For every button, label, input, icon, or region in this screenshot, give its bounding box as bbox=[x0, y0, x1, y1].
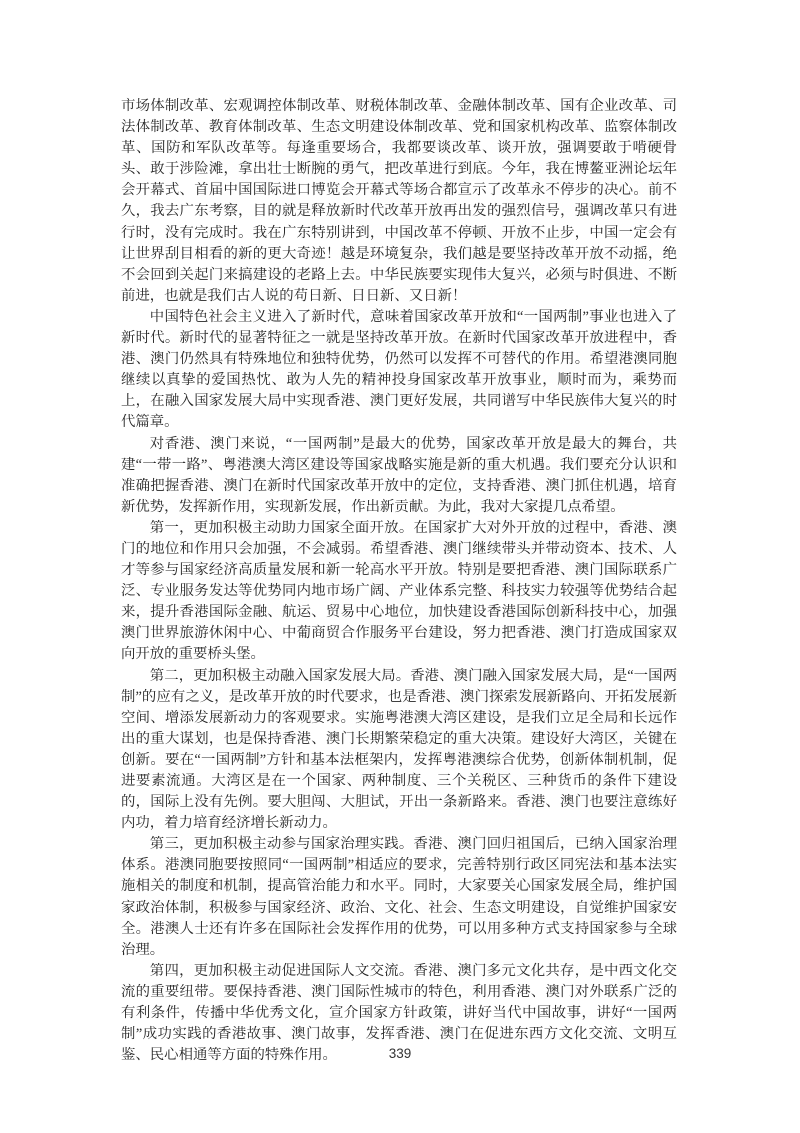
paragraph: 中国特色社会主义进入了新时代，意味着国家改革开放和“一国两制”事业也进入了新时代。新时代的显著特征之一就是坚持改革开放。在新时代国家改革开放进程中，香港、澳门仍然具有特殊地位和独特优势，仍然可以发挥不可替代的作用。希望港澳同胞继续以真挚的爱国热忱、敢为人先的精神投身国家改革开放事业，顺时而为，乘势而上，在融入国家发展大局中实现香港、澳门更好发展，共同谱写中华民族伟大复兴的时代篇章。 bbox=[121, 308, 677, 431]
paragraph: 第四，更加积极主动促进国际人文交流。香港、澳门多元文化共存，是中西文化交流的重要纽带。要保持香港、澳门国际性城市的特色，利用香港、澳门对外联系广泛的有利条件，传播中华优秀文化，宣介国家方针政策，讲好当代中国故事，讲好“一国两制”成功实践的香港故事、澳门故事，发挥香港、澳门在促进东西方文化交流、文明互鉴、民心相通等方面的特殊作用。 bbox=[121, 962, 677, 1064]
paragraph: 第一，更加积极主动助力国家全面开放。在国家扩大对外开放的过程中，香港、澳门的地位和作用只会加强，不会减弱。希望香港、澳门继续带头并带动资本、技术、人才等参与国家经济高质量发展和新一轮高水平开放。特别是要把香港、澳门国际联系广泛、专业服务发达等优势同内地市场广阔、产业体系完整、科技实力较强等优势结合起来，提升香港国际金融、航运、贸易中心地位，加快建设香港国际创新科技中心，加强澳门世界旅游休闲中心、中葡商贸合作服务平台建设，努力把香港、澳门打造成国家双向开放的重要桥头堡。 bbox=[121, 519, 677, 663]
document-body bbox=[121, 96, 677, 1066]
paragraph: 第三，更加积极主动参与国家治理实践。香港、澳门回归祖国后，已纳入国家治理体系。港澳同胞要按照同“一国两制”相适应的要求，完善特别行政区同宪法和基本法实施相关的制度和机制，提高管治能力和水平。同时，大家要关心国家发展全局，维护国家政治体制，积极参与国家经济、政治、文化、社会、生态文明建设，自觉维护国家安全。港澳人士还有许多在国际社会发挥作用的优势，可以用多种方式支持国家参与全球治理。 bbox=[121, 836, 677, 958]
paragraph: 对香港、澳门来说，“一国两制”是最大的优势，国家改革开放是最大的舞台，共建“一带一路”、粤港澳大湾区建设等国家战略实施是新的重大机遇。我们要充分认识和准确把握香港、澳门在新时代国家改革开放中的定位，支持香港、澳门抓住机遇，培育新优势，发挥新作用，实现新发展，作出新贡献。为此，我对大家提几点希望。 bbox=[121, 435, 677, 515]
paragraph: 第二，更加积极主动融入国家发展大局。香港、澳门融入国家发展大局，是“一国两制”的应有之义，是改革开放的时代要求，也是香港、澳门探索发展新路向、开拓发展新空间、增添发展新动力的客观要求。实施粤港澳大湾区建设，是我们立足全局和长远作出的重大谋划，也是保持香港、澳门长期繁荣稳定的重大决策。建设好大湾区，关键在创新。要在“一国两制”方针和基本法框架内，发挥粤港澳综合优势，创新体制机制，促进要素流通。大湾区是在一个国家、两种制度、三个关税区、三种货币的条件下建设的，国际上没有先例。要大胆闯、大胆试，开出一条新路来。香港、澳门也要注意练好内功，着力培育经济增长新动力。 bbox=[121, 667, 677, 832]
page-number: 339 bbox=[388, 1046, 412, 1061]
paragraph: 市场体制改革、宏观调控体制改革、财税体制改革、金融体制改革、国有企业改革、司法体制改革、教育体制改革、生态文明建设体制改革、党和国家机构改革、监察体制改革、国防和军队改革等。每逢重要场合，我都要谈改革、谈开放，强调要敢于啃硬骨头、敢于涉险滩，拿出壮士断腕的勇气，把改革进行到底。今年，我在博鳌亚洲论坛年会开幕式、首届中国国际进口博览会开幕式等场合都宣示了改革永不停步的决心。前不久，我去广东考察，目的就是释放新时代改革开放再出发的强烈信号，强调改革只有进行时，没有完成时。我在广东特别讲到，中国改革不停顿、开放不止步，中国一定会有让世界刮目相看的新的更大奇迹！越是环境复杂，我们越是要坚持改革开放不动摇，绝不会回到关起门来搞建设的老路上去。中华民族要实现伟大复兴，必须与时俱进、不断前进，也就是我们古人说的苟日新、日日新、又日新！ bbox=[121, 98, 677, 304]
